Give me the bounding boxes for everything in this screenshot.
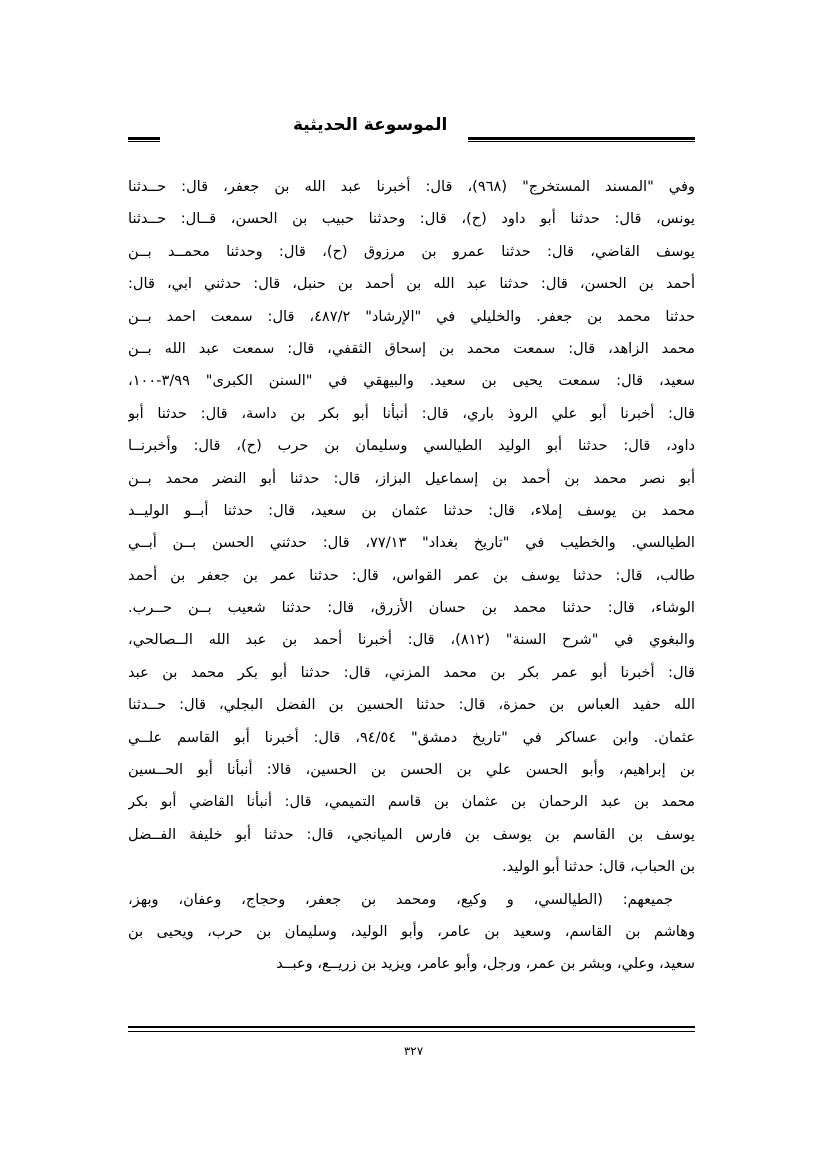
text-line: يوسف بن القاسم بن يوسف بن فارس الميانجي، قال: حدثنا أبو خليفة الفــضل bbox=[128, 825, 695, 843]
text-line: أبو نصر محمد بن أحمد بن إسماعيل البزاز، قال: حدثنا أبو النضر محمد بــن bbox=[128, 469, 695, 487]
header-rule-long bbox=[468, 137, 695, 142]
text-line: محمد بن يوسف إملاء، قال: حدثنا عثمان بن سعيد، قال: حدثنا أبــو الوليــد bbox=[128, 501, 695, 519]
text-line: عثمان. وابن عساكر في "تاريخ دمشق" ٩٤/٥٤، قال: أخبرنا أبو القاسم علــي bbox=[128, 728, 695, 746]
text-line: داود، قال: حدثنا أبو الوليد الطيالسي وسليمان بن حرب (ح)، قال: وأخبرنــا bbox=[128, 437, 695, 455]
text-line: سعيد، قال: سمعت يحيى بن سعيد. والبيهقي في "السنن الكبرى" ٣/٩٩-١٠٠، bbox=[128, 372, 695, 390]
text-line: محمد بن عبد الرحمان بن عثمان بن قاسم التميمي، قال: أنبأنا القاضي أبو بكر bbox=[128, 793, 695, 811]
header-rule-short bbox=[128, 137, 160, 142]
running-header bbox=[128, 112, 695, 142]
text-line: قال: أخبرنا أبو علي الروذ باري، قال: أنبأنا أبو بكر بن داسة، قال: حدثنا أبو bbox=[128, 404, 695, 422]
text-line: قال: أخبرنا أبو عمر بكر بن محمد المزني، قال: حدثنا أبو بكر محمد بن عبد bbox=[128, 663, 695, 681]
text-line: الوشاء، قال: حدثنا محمد بن حسان الأزرق، قال: حدثنا شعيب بــن حــرب. bbox=[128, 599, 695, 617]
footer-rule bbox=[128, 1026, 695, 1032]
text-line: حدثنا محمد بن جعفر. والخليلي في "الإرشاد" ٤٨٧/٢، قال: سمعت احمد بــن bbox=[128, 307, 695, 325]
text-line: محمد الزاهد، قال: سمعت محمد بن إسحاق الثقفي، قال: سمعت عبد الله بــن bbox=[128, 339, 695, 357]
page-body-text bbox=[128, 172, 695, 982]
text-line: جميعهم: (الطيالسي، و وكيع، ومحمد بن جعفر، وحجاج، وعفان، وبهز، bbox=[128, 890, 673, 908]
text-line: بن إبراهيم، وأبو الحسن علي بن الحسن بن الحسين، قالا: أنبأنا أبو الحــسين bbox=[128, 761, 695, 779]
text-line: بن الحباب، قال: حدثنا أبو الوليد. bbox=[502, 858, 695, 876]
page-number: ٣٢٧ bbox=[403, 1044, 424, 1058]
text-line: يونس، قال: حدثنا أبو داود (ح)، قال: وحدثنا حبيب بن الحسن، قــال: حــدثنا bbox=[128, 210, 695, 228]
paragraph bbox=[128, 172, 695, 885]
text-line: الطيالسي. والخطيب في "تاريخ بغداد" ٧٧/١٣، قال: حدثني الحسن بــن أبــي bbox=[128, 534, 695, 552]
text-line: أحمد بن الحسن، قال: حدثنا عبد الله بن أحمد بن حنبل، قال: حدثني ابي، قال: bbox=[128, 275, 695, 293]
text-line: والبغوي في "شرح السنة" (٨١٢)، قال: أخبرنا أحمد بن عبد الله الــصالحي، bbox=[128, 631, 695, 649]
header-title: الموسوعة الحديثية bbox=[293, 115, 448, 135]
text-line: وفي "المسند المستخرج" (٩٦٨)، قال: أخبرنا عبد الله بن جعفر، قال: حــدثنا bbox=[128, 178, 695, 195]
text-line: الله حفيد العباس بن حمزة، قال: حدثنا الحسين بن الفضل البجلي، قال: حــدثنا bbox=[128, 696, 695, 714]
text-line: يوسف القاضي، قال: حدثنا عمرو بن مرزوق (ح)، قال: وحدثنا محمــد بــن bbox=[128, 242, 695, 260]
paragraph bbox=[128, 885, 695, 982]
text-line: وهاشم بن القاسم، وسعيد بن عامر، وأبو الوليد، وسليمان بن حرب، ويحيى بن bbox=[128, 922, 695, 940]
text-line: سعيد، وعلي، وبشر بن عمر، ورجل، وأبو عامر، ويزيد بن زريــع، وعبــد bbox=[276, 955, 695, 973]
text-line: طالب، قال: حدثنا يوسف بن عمر القواس، قال: حدثنا عمر بن جعفر بن أحمد bbox=[128, 566, 695, 584]
